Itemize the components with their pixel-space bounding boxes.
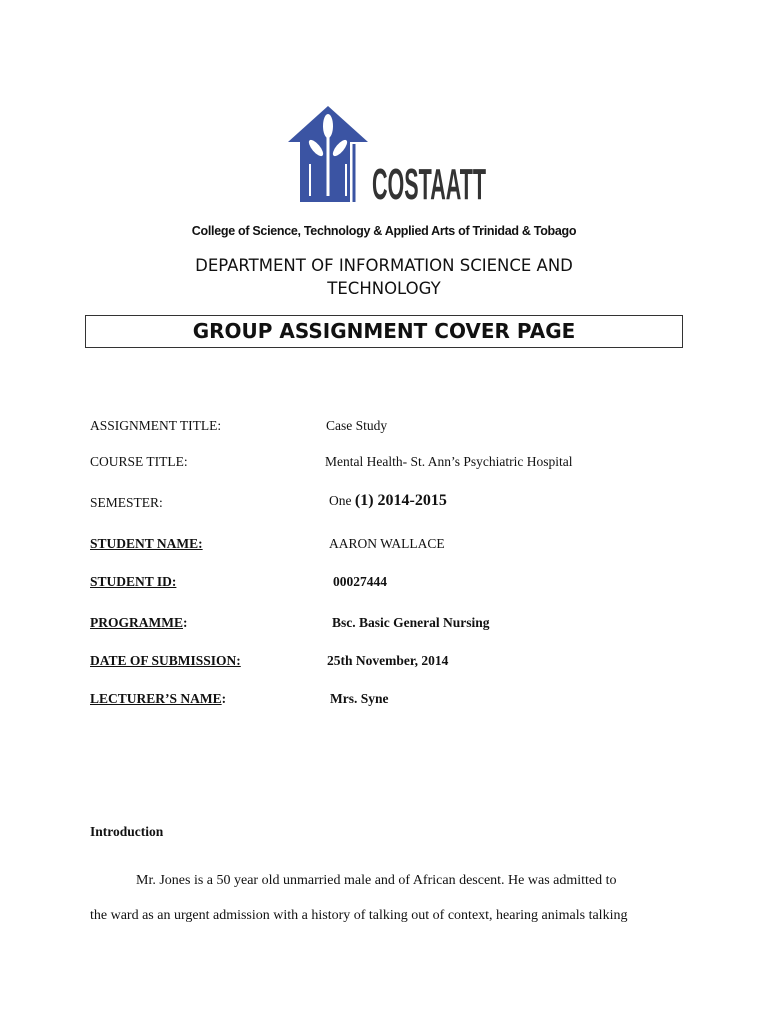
assignment-title-label: ASSIGNMENT TITLE: — [90, 418, 222, 433]
course-title-label: COURSE TITLE: — [90, 454, 188, 469]
college-name: College of Science, Technology & Applied Arts of Trinidad & Tobago — [191, 224, 577, 238]
logo-wordmark: COSTAATT — [372, 160, 487, 209]
programme-label-colon: : — [182, 615, 188, 630]
semester-value-prefix: One — [329, 493, 352, 508]
paragraph-line-1: Mr. Jones is a 50 year old unmarried male and of African descent. He was admitted to — [136, 873, 617, 888]
lecturer-name-label — [90, 691, 226, 707]
semester-value — [329, 492, 447, 510]
date-of-submission-value: 25th November, 2014 — [327, 653, 449, 668]
lecturer-name-label-colon: : — [221, 691, 227, 706]
costaatt-logo — [284, 104, 488, 209]
date-of-submission-label: DATE OF SUBMISSION: — [90, 653, 241, 668]
semester-value-main: (1) 2014-2015 — [354, 492, 447, 509]
department-line-2: TECHNOLOGY — [327, 279, 441, 298]
lecturer-name-label-text: LECTURER’S NAME — [90, 691, 222, 706]
student-id-value: 00027444 — [333, 574, 387, 589]
student-name-value: AARON WALLACE — [329, 536, 445, 551]
student-name-label: STUDENT NAME: — [90, 536, 203, 551]
student-id-label: STUDENT ID: — [90, 574, 177, 589]
department-line-1: DEPARTMENT OF INFORMATION SCIENCE AND — [195, 256, 573, 275]
paragraph-line-2: the ward as an urgent admission with a history of talking out of context, hearing animals talking — [90, 908, 628, 923]
course-title-value: Mental Health- St. Ann’s Psychiatric Hospital — [325, 454, 573, 469]
programme-label-text: PROGRAMME — [90, 615, 183, 630]
programme-label — [90, 615, 187, 631]
cover-title: GROUP ASSIGNMENT COVER PAGE — [85, 315, 683, 348]
semester-label: SEMESTER: — [90, 495, 163, 510]
department-title — [120, 254, 648, 300]
programme-value: Bsc. Basic General Nursing — [332, 615, 490, 630]
assignment-title-value: Case Study — [326, 418, 388, 433]
introduction-heading: Introduction — [90, 824, 164, 839]
lecturer-name-value: Mrs. Syne — [330, 691, 389, 706]
